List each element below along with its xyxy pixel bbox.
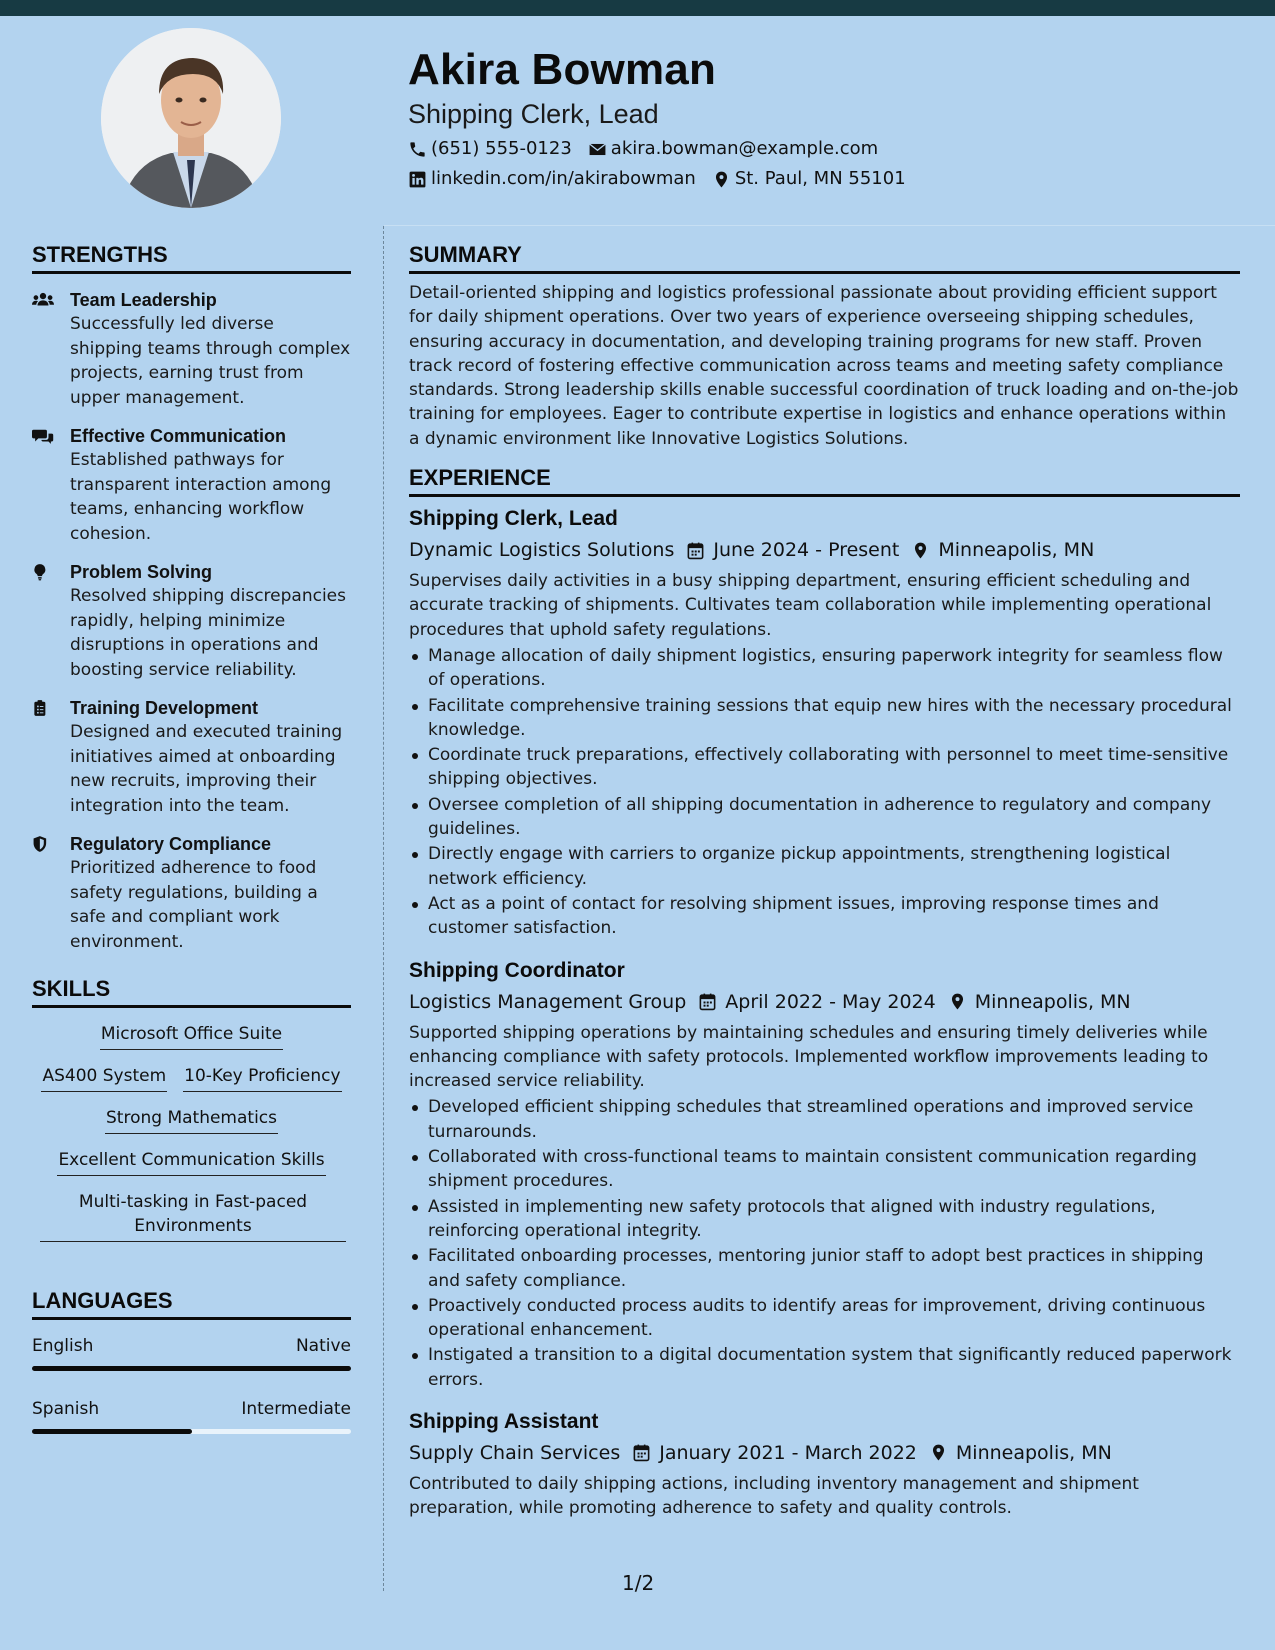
candidate-title: Shipping Clerk, Lead xyxy=(408,99,659,129)
location-text: St. Paul, MN 55101 xyxy=(734,168,906,189)
bullet-item: Proactively conducted process audits to identify areas for improvement, driving continuous operational enhancement. xyxy=(409,1294,1240,1343)
bullet-item: Oversee completion of all shipping documentation in adherence to regulatory and company guidelines. xyxy=(409,793,1240,842)
language-item xyxy=(32,1397,351,1434)
job-role: Shipping Assistant xyxy=(409,1409,599,1433)
map-pin-icon xyxy=(911,541,930,560)
skills-list xyxy=(32,1008,351,1248)
linkedin-contact[interactable] xyxy=(408,167,696,191)
calendar-icon xyxy=(698,992,717,1011)
contact-row-2 xyxy=(408,167,1248,191)
proficiency-fill xyxy=(32,1366,351,1371)
job-meta xyxy=(409,537,1240,563)
strength-title: Team Leadership xyxy=(70,290,217,310)
skill-tag: Multi-tasking in Fast-paced Environments xyxy=(40,1190,346,1242)
languages-heading: LANGUAGES xyxy=(32,1286,351,1320)
candidate-name: Akira Bowman xyxy=(408,45,717,94)
left-column xyxy=(32,240,351,1434)
clipboard-icon xyxy=(32,698,54,718)
bullet-item: Facilitate comprehensive training sessions that equip new hires with the necessary procedural knowledge. xyxy=(409,694,1240,743)
column-divider xyxy=(383,226,384,1591)
job-location: Minneapolis, MN xyxy=(938,539,1095,562)
experience-heading: EXPERIENCE xyxy=(409,463,1240,497)
envelope-icon xyxy=(588,140,607,159)
job-location: Minneapolis, MN xyxy=(974,990,1131,1013)
job-dates: January 2021 - March 2022 xyxy=(659,1441,917,1464)
job-bullets xyxy=(409,644,1240,941)
top-accent-bar xyxy=(0,0,1275,16)
job-company: Supply Chain Services xyxy=(409,1441,621,1464)
bullet-item: Manage allocation of daily shipment logistics, ensuring paperwork integrity for seamless flow of operations. xyxy=(409,644,1240,693)
page-number: 1/2 xyxy=(622,1571,655,1595)
right-column xyxy=(409,240,1240,1521)
language-item xyxy=(32,1334,351,1371)
email-text: akira.bowman@example.com xyxy=(610,138,879,159)
bullet-item: Instigated a transition to a digital documentation system that significantly reduced paperwork errors. xyxy=(409,1343,1240,1392)
linkedin-icon xyxy=(408,170,427,189)
bullet-item: Collaborated with cross-functional teams to maintain consistent communication regarding shipment procedures. xyxy=(409,1145,1240,1194)
job-meta xyxy=(409,989,1240,1015)
strength-title: Regulatory Compliance xyxy=(70,834,272,854)
skills-heading: SKILLS xyxy=(32,974,351,1008)
strength-title: Problem Solving xyxy=(70,562,213,582)
location-contact xyxy=(712,167,906,191)
skill-tag: AS400 System xyxy=(41,1064,167,1092)
strength-item xyxy=(32,696,351,818)
contact-row-1 xyxy=(408,137,1248,161)
language-proficiency-bar xyxy=(32,1429,351,1434)
strength-description: Designed and executed training initiatives aimed at onboarding new recruits, improving their integration into the team. xyxy=(70,722,343,816)
job-entry xyxy=(409,505,1240,940)
map-pin-icon xyxy=(929,1443,948,1462)
strength-item xyxy=(32,832,351,954)
calendar-icon xyxy=(632,1443,651,1462)
summary-text: Detail-oriented shipping and logistics professional passionate about providing efficient support for daily shipment operations. Over two years of experience overseeing shipping schedules, ensuring accuracy in documentation, and developing training programs for new staff. Proven track record of fostering effective communication across teams and meeting safety compliance standards. Strong leadership skills enable successful coordination of truck loading and on-the-job training for employees. Eager to contribute expertise in logistics and enhance operations within a dynamic environment like Innovative Logistics Solutions. xyxy=(409,283,1239,449)
job-role: Shipping Clerk, Lead xyxy=(409,507,618,531)
phone-icon xyxy=(408,140,427,159)
strengths-heading: STRENGTHS xyxy=(32,240,351,274)
proficiency-fill xyxy=(32,1429,192,1434)
skill-tag: 10-Key Proficiency xyxy=(183,1064,341,1092)
strength-title: Effective Communication xyxy=(70,426,287,446)
bullet-item: Assisted in implementing new safety protocols that aligned with industry regulations, reinforcing operational integrity. xyxy=(409,1195,1240,1244)
skill-tag: Strong Mathematics xyxy=(105,1106,278,1134)
phone-text: (651) 555-0123 xyxy=(431,138,572,159)
language-proficiency-bar xyxy=(32,1366,351,1371)
bullet-item: Act as a point of contact for resolving shipment issues, improving response times and customer satisfaction. xyxy=(409,892,1240,941)
job-company: Logistics Management Group xyxy=(409,990,687,1013)
map-pin-icon xyxy=(948,992,967,1011)
bullet-item: Developed efficient shipping schedules that streamlined operations and improved service turnarounds. xyxy=(409,1095,1240,1144)
job-description: Contributed to daily shipping actions, including inventory management and shipment preparation, while promoting adherence to safety and quality controls. xyxy=(409,1473,1139,1519)
bullet-item: Facilitated onboarding processes, mentoring junior staff to adopt best practices in shipping and safety compliance. xyxy=(409,1244,1240,1293)
calendar-icon xyxy=(686,541,705,560)
strength-description: Successfully led diverse shipping teams through complex projects, earning trust from upper management. xyxy=(70,314,351,408)
job-description: Supervises daily activities in a busy shipping department, ensuring efficient scheduling and accurate tracking of shipments. Cultivates team collaboration while implementing operational procedures that uphold safety regulations. xyxy=(409,571,1212,640)
strength-item xyxy=(32,560,351,682)
job-description: Supported shipping operations by maintaining schedules and ensuring timely deliveries while enhancing compliance with safety protocols. Implemented workflow improvements leading to increased service reliability. xyxy=(409,1022,1209,1092)
header-divider xyxy=(384,225,1275,226)
strength-item xyxy=(32,288,351,410)
phone-contact[interactable] xyxy=(408,137,572,161)
language-name: Spanish xyxy=(32,1399,100,1419)
job-entry xyxy=(409,1408,1240,1521)
language-level: Native xyxy=(295,1336,351,1356)
map-pin-icon xyxy=(712,170,731,189)
resume-header xyxy=(408,44,1248,191)
strength-title: Training Development xyxy=(70,698,259,718)
linkedin-text: linkedin.com/in/akirabowman xyxy=(431,168,696,189)
strength-description: Prioritized adherence to food safety regulations, building a safe and compliant work environment. xyxy=(70,858,318,952)
job-entry xyxy=(409,957,1240,1392)
job-bullets xyxy=(409,1095,1240,1392)
profile-photo xyxy=(101,28,281,208)
bullet-item: Directly engage with carriers to organize pickup appointments, strengthening logistical network efficiency. xyxy=(409,842,1240,891)
lightbulb-icon xyxy=(32,562,54,582)
job-location: Minneapolis, MN xyxy=(955,1441,1112,1464)
skill-tag: Microsoft Office Suite xyxy=(100,1022,283,1050)
strength-description: Resolved shipping discrepancies rapidly, helping minimize disruptions in operations and boosting service reliability. xyxy=(70,586,346,680)
person-portrait-icon xyxy=(101,28,281,208)
bullet-item: Coordinate truck preparations, effectively collaborating with personnel to meet time-sensitive shipping objectives. xyxy=(409,743,1240,792)
job-company: Dynamic Logistics Solutions xyxy=(409,539,675,562)
experience-list xyxy=(409,505,1240,1521)
email-contact[interactable] xyxy=(588,137,878,161)
summary-heading: SUMMARY xyxy=(409,240,1240,274)
shield-icon xyxy=(32,834,54,854)
strength-description: Established pathways for transparent interaction among teams, enhancing workflow cohesion. xyxy=(70,450,332,544)
job-meta xyxy=(409,1440,1240,1466)
comments-icon xyxy=(32,426,54,446)
users-icon xyxy=(32,290,54,310)
skill-tag: Excellent Communication Skills xyxy=(57,1148,325,1176)
job-role: Shipping Coordinator xyxy=(409,958,625,982)
language-name: English xyxy=(32,1336,94,1356)
job-dates: June 2024 - Present xyxy=(713,539,900,562)
language-level: Intermediate xyxy=(241,1399,351,1419)
strength-item xyxy=(32,424,351,546)
job-dates: April 2022 - May 2024 xyxy=(725,990,936,1013)
